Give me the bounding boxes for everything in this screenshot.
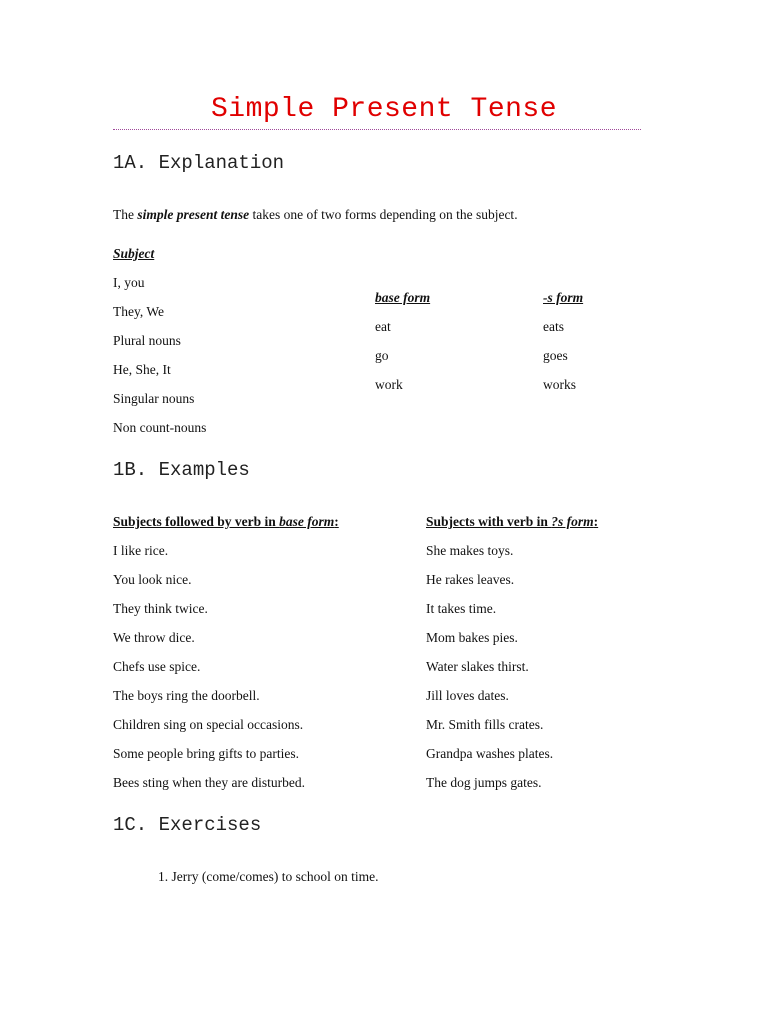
base-example: We throw dice. (113, 630, 195, 645)
s-form-example: It takes time. (426, 601, 497, 616)
s-form-example: Jill loves dates. (426, 688, 509, 703)
s-form-item: eats (543, 319, 564, 334)
subject-item: They, We (113, 304, 165, 319)
section-1b-heading: 1B. Examples (113, 459, 250, 481)
right-examples-header: Subjects with verb in ?s form: (426, 514, 599, 529)
section-1a-heading: 1A. Explanation (113, 152, 285, 174)
intro-after: takes one of two forms depending on the subject. (249, 207, 518, 222)
intro-emphasis: simple present tense (137, 207, 250, 222)
left-examples-header: Subjects followed by verb in base form: (113, 514, 339, 529)
base-form-item: work (375, 377, 403, 392)
base-example: Some people bring gifts to parties. (113, 746, 299, 761)
subject-header: Subject (113, 246, 155, 261)
intro-before: The (113, 207, 138, 222)
s-form-header: -s form (543, 290, 584, 305)
subject-item: I, you (113, 275, 145, 290)
section-1c-heading: 1C. Exercises (113, 814, 262, 836)
s-form-example: She makes toys. (426, 543, 514, 558)
s-form-example: Mom bakes pies. (426, 630, 518, 645)
s-form-example: Grandpa washes plates. (426, 746, 554, 761)
s-form-item: goes (543, 348, 568, 363)
base-example: They think twice. (113, 601, 208, 616)
s-form-example: He rakes leaves. (426, 572, 515, 587)
base-example: Chefs use spice. (113, 659, 201, 674)
base-example: I like rice. (113, 543, 169, 558)
exercise-item: 1. Jerry (come/comes) to school on time. (158, 869, 379, 884)
s-form-example: The dog jumps gates. (426, 775, 542, 790)
s-form-example: Water slakes thirst. (426, 659, 529, 674)
subject-item: Non count-nouns (113, 420, 207, 435)
base-example: Children sing on special occasions. (113, 717, 304, 732)
subject-item: Plural nouns (113, 333, 181, 348)
s-form-item: works (543, 377, 576, 392)
base-form-item: eat (375, 319, 391, 334)
subject-item: He, She, It (113, 362, 171, 377)
base-example: The boys ring the doorbell. (113, 688, 260, 703)
page-title: Simple Present Tense (210, 94, 558, 125)
base-form-item: go (375, 348, 389, 363)
base-example: You look nice. (113, 572, 192, 587)
base-form-header: base form (375, 290, 431, 305)
base-example: Bees sting when they are disturbed. (113, 775, 305, 790)
s-form-example: Mr. Smith fills crates. (426, 717, 544, 732)
title-divider (113, 129, 641, 130)
subject-item: Singular nouns (113, 391, 195, 406)
intro-sentence (113, 206, 518, 224)
